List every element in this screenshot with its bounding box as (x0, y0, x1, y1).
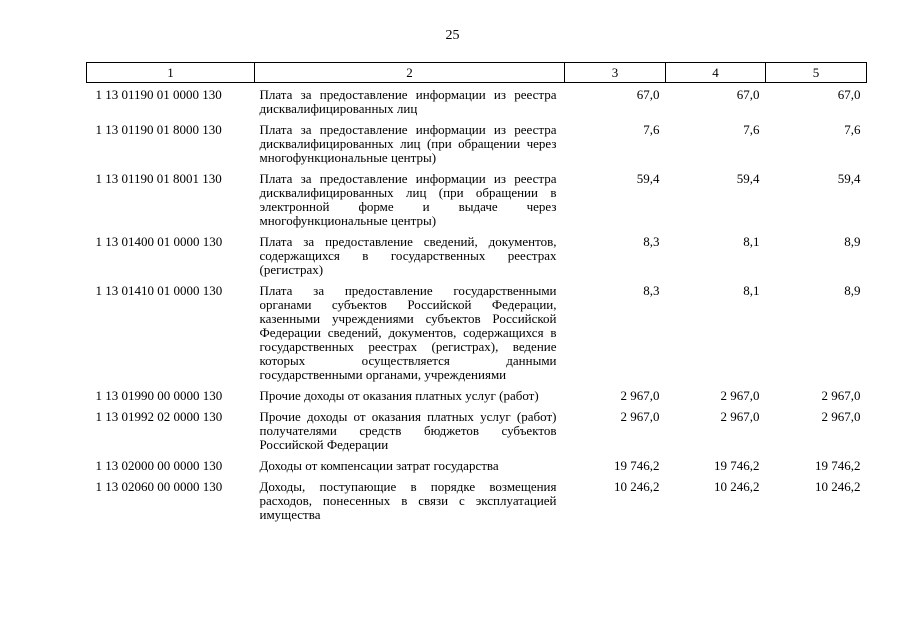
budget-code: 1 13 02060 00 0000 130 (95, 479, 223, 494)
table-row (87, 480, 867, 529)
value-col-5: 2 967,0 (821, 388, 861, 403)
table-row (87, 83, 867, 124)
value-col-3: 8,3 (643, 234, 660, 249)
value-col-3: 67,0 (636, 87, 660, 102)
table-row (87, 459, 867, 480)
value-col-4: 2 967,0 (720, 388, 760, 403)
income-name: Плата за предоставление информации из реестра дисквалифицированных лиц (259, 87, 557, 116)
table-row (87, 123, 867, 172)
table-row (87, 284, 867, 389)
value-col-5: 2 967,0 (821, 409, 861, 424)
income-name: Плата за предоставление информации из реестра дисквалифицированных лиц (при обращении через многофункциональные центры) (259, 122, 557, 165)
budget-code: 1 13 01410 01 0000 130 (95, 283, 223, 298)
value-col-3: 59,4 (636, 171, 660, 186)
value-col-4: 8,1 (743, 234, 760, 249)
income-name: Плата за предоставление государственными органами субъектов Российской Федерации, казенными учреждениями субъектов Российской Федерации сведений, документов, содержащихся в государственных реестрах (регистрах), ведение которых осуществляется данными государственными органами, учреждениями (259, 283, 557, 382)
value-col-4: 10 246,2 (714, 479, 760, 494)
budget-code: 1 13 01190 01 8001 130 (95, 171, 222, 186)
income-name: Плата за предоставление сведений, документов, содержащихся в государственных реестрах (регистрах) (259, 234, 557, 277)
value-col-3: 10 246,2 (614, 479, 660, 494)
value-col-4: 8,1 (743, 283, 760, 298)
budget-table (86, 62, 867, 529)
column-header-1: 1 (87, 63, 255, 83)
page-number: 25 (445, 28, 460, 43)
value-col-4: 7,6 (743, 122, 760, 137)
value-col-3: 8,3 (643, 283, 660, 298)
income-name: Доходы, поступающие в порядке возмещения расходов, понесенных в связи с эксплуатацией имущества (259, 479, 557, 522)
value-col-3: 2 967,0 (620, 388, 660, 403)
header-row (87, 63, 867, 83)
income-name: Доходы от компенсации затрат государства (259, 458, 499, 473)
value-col-5: 10 246,2 (815, 479, 861, 494)
income-name: Плата за предоставление информации из реестра дисквалифицированных лиц (при обращении в электронной форме и выдаче через многофункциональные центры) (259, 171, 557, 228)
column-header-4: 4 (666, 63, 766, 83)
table-row (87, 389, 867, 410)
budget-code: 1 13 01190 01 0000 130 (95, 87, 222, 102)
value-col-5: 8,9 (844, 234, 861, 249)
column-header-2: 2 (255, 63, 565, 83)
value-col-4: 2 967,0 (720, 409, 760, 424)
table-body (87, 83, 867, 530)
value-col-4: 67,0 (736, 87, 760, 102)
table-row (87, 235, 867, 284)
value-col-5: 8,9 (844, 283, 861, 298)
value-col-4: 19 746,2 (714, 458, 760, 473)
value-col-5: 7,6 (844, 122, 861, 137)
budget-code: 1 13 02000 00 0000 130 (95, 458, 223, 473)
table-row (87, 172, 867, 235)
table-row (87, 410, 867, 459)
table-header (87, 63, 867, 83)
value-col-4: 59,4 (736, 171, 760, 186)
value-col-3: 2 967,0 (620, 409, 660, 424)
budget-code: 1 13 01992 02 0000 130 (95, 409, 223, 424)
value-col-5: 67,0 (837, 87, 861, 102)
budget-code: 1 13 01400 01 0000 130 (95, 234, 223, 249)
value-col-3: 7,6 (643, 122, 660, 137)
column-header-5: 5 (766, 63, 867, 83)
budget-code: 1 13 01990 00 0000 130 (95, 388, 223, 403)
budget-code: 1 13 01190 01 8000 130 (95, 122, 222, 137)
value-col-5: 59,4 (837, 171, 861, 186)
value-col-5: 19 746,2 (815, 458, 861, 473)
income-name: Прочие доходы от оказания платных услуг (работ) получателями средств бюджетов субъектов Российской Федерации (259, 409, 557, 452)
income-name: Прочие доходы от оказания платных услуг (работ) (259, 388, 539, 403)
column-header-3: 3 (565, 63, 666, 83)
value-col-3: 19 746,2 (614, 458, 660, 473)
